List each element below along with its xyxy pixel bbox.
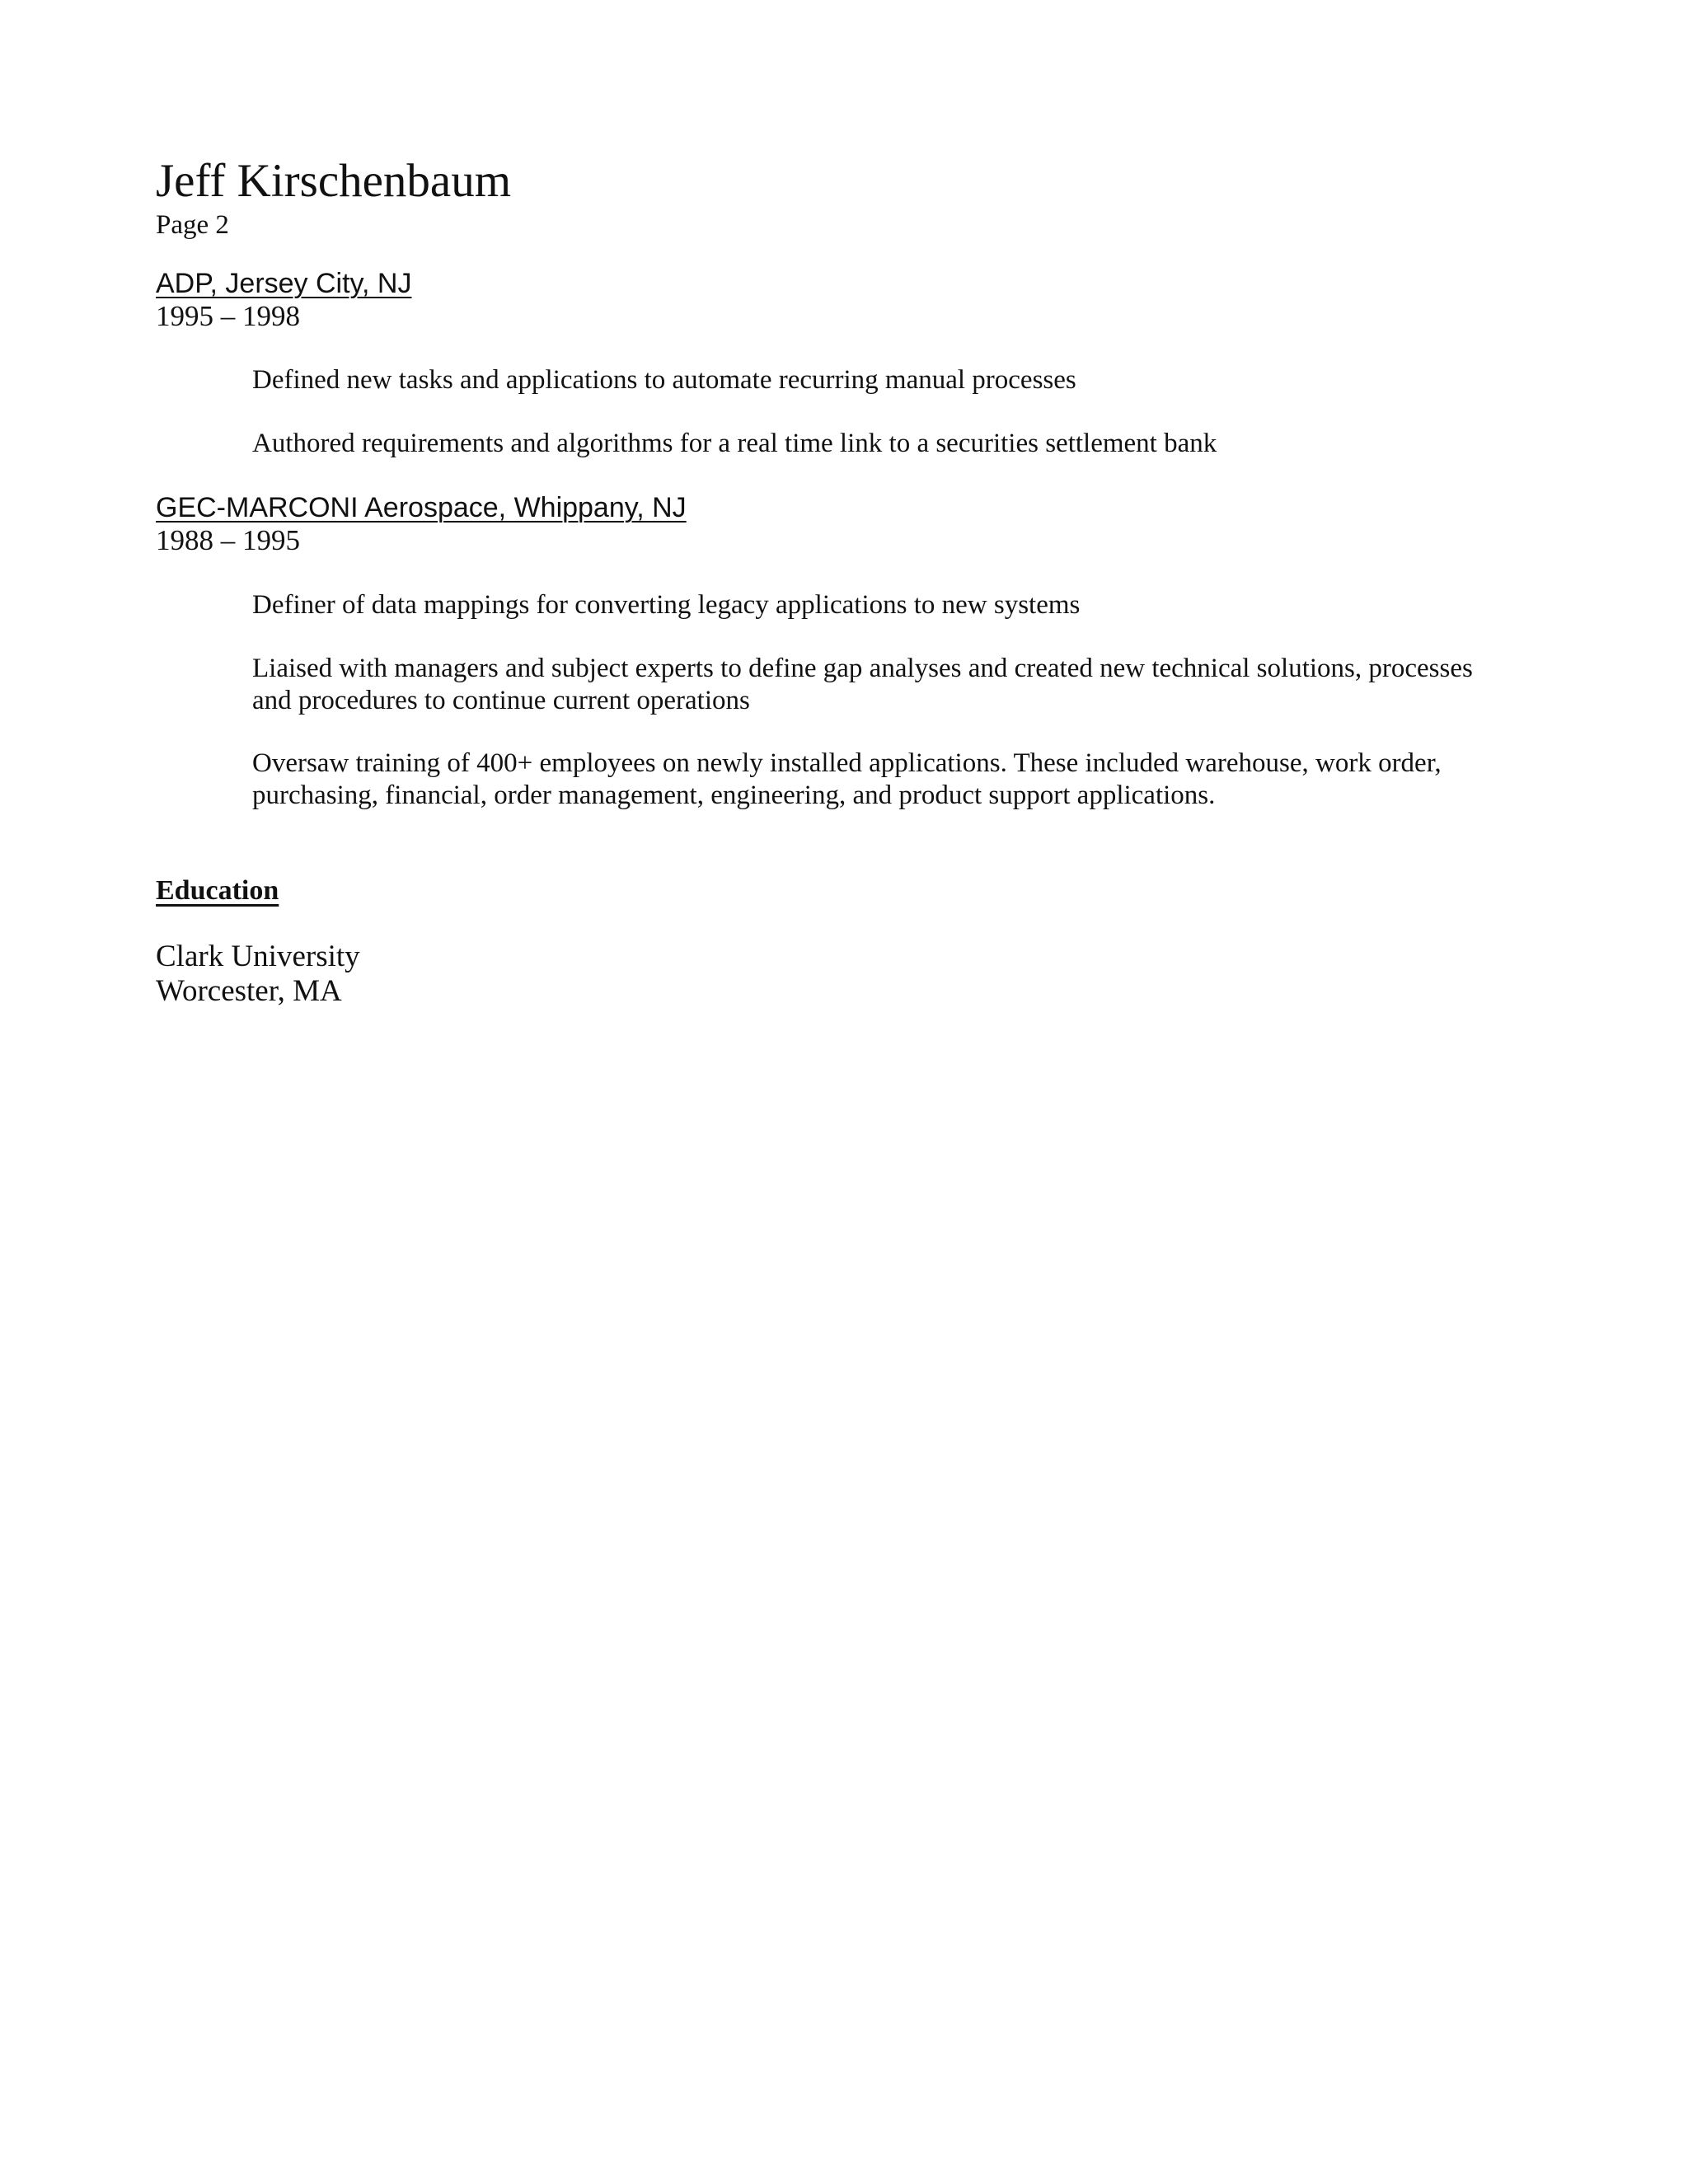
job-employer: ADP, Jersey City, NJ xyxy=(156,268,412,299)
education-school: Clark University xyxy=(156,940,360,973)
education-heading: Education xyxy=(156,875,279,906)
job-employer: GEC-MARCONI Aerospace, Whippany, NJ xyxy=(156,492,687,523)
candidate-name: Jeff Kirschenbaum xyxy=(156,155,512,207)
job-years: 1995 – 1998 xyxy=(156,300,300,332)
job-years: 1988 – 1995 xyxy=(156,524,300,556)
job-bullet: Liaised with managers and subject experts to define gap analyses and created new technical solutions, processes and procedures to continue current operations xyxy=(252,654,1473,715)
job-bullet: Oversaw training of 400+ employees on newly installed applications. These included warehouse, work order, purchasing, financial, order management, engineering, and product support applications. xyxy=(252,748,1442,810)
page-number: Page 2 xyxy=(156,210,229,240)
education-location: Worcester, MA xyxy=(156,974,342,1008)
job-bullet: Authored requirements and algorithms for a real time link to a securities settlement bank xyxy=(252,429,1217,458)
job-bullet: Definer of data mappings for converting legacy applications to new systems xyxy=(252,590,1081,620)
job-bullet: Defined new tasks and applications to automate recurring manual processes xyxy=(252,365,1076,395)
